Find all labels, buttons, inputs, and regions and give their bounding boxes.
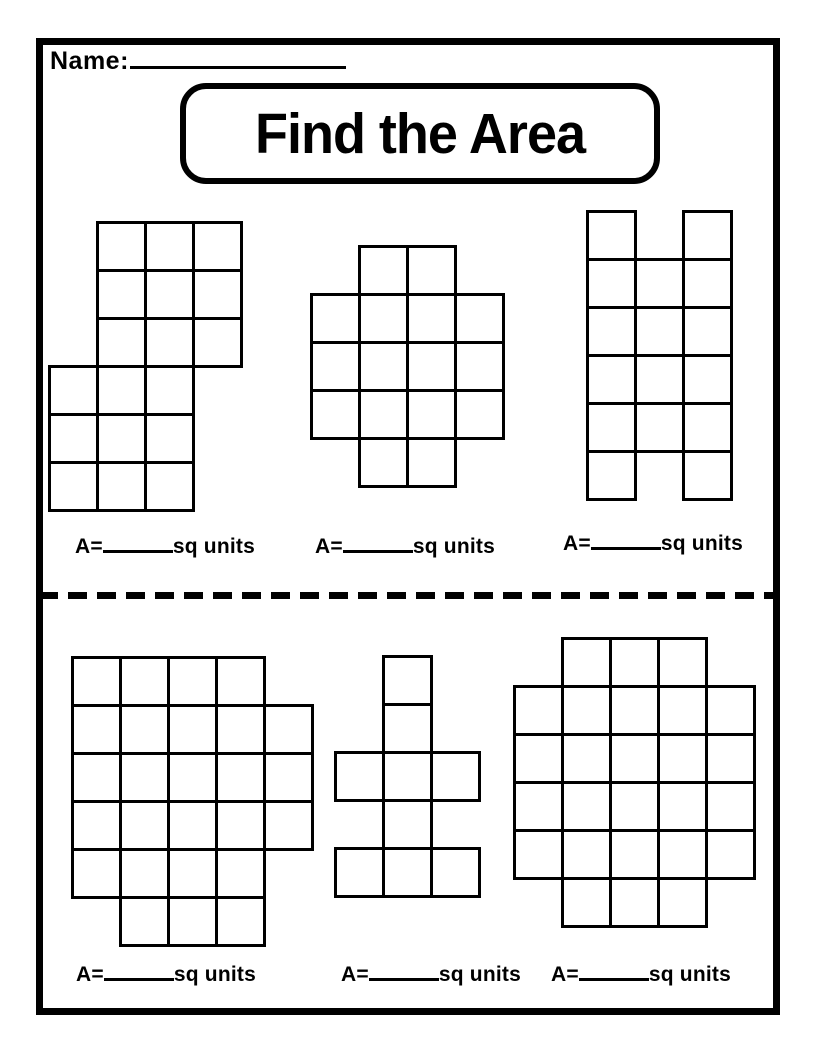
unit-square <box>705 781 756 832</box>
unit-square <box>263 752 314 803</box>
unit-square <box>215 800 266 851</box>
answer-suffix: sq units <box>648 963 731 986</box>
unit-square <box>358 389 409 440</box>
unit-square <box>310 389 361 440</box>
unit-square <box>167 704 218 755</box>
unit-square <box>430 751 481 802</box>
unit-square <box>634 402 685 453</box>
unit-square <box>513 829 564 880</box>
answer-suffix: sq units <box>412 535 495 558</box>
answer-prefix: A= <box>315 535 343 558</box>
unit-square <box>634 354 685 405</box>
answer-suffix: sq units <box>172 535 255 558</box>
unit-square <box>609 829 660 880</box>
unit-square <box>96 461 147 512</box>
unit-square <box>215 656 266 707</box>
unit-square <box>192 221 243 272</box>
unit-square <box>71 800 122 851</box>
unit-square <box>119 800 170 851</box>
unit-square <box>144 461 195 512</box>
unit-square <box>96 317 147 368</box>
unit-square <box>682 306 733 357</box>
unit-square <box>586 354 637 405</box>
unit-square <box>609 733 660 784</box>
unit-square <box>358 341 409 392</box>
unit-square <box>406 437 457 488</box>
unit-square <box>406 341 457 392</box>
unit-square <box>561 829 612 880</box>
unit-square <box>263 704 314 755</box>
unit-square <box>334 751 385 802</box>
unit-square <box>609 781 660 832</box>
unit-square <box>310 293 361 344</box>
unit-square <box>96 221 147 272</box>
unit-square <box>634 258 685 309</box>
unit-square <box>167 656 218 707</box>
unit-square <box>705 733 756 784</box>
unit-square <box>334 847 385 898</box>
unit-square <box>586 258 637 309</box>
answer-suffix: sq units <box>660 532 743 555</box>
unit-square <box>71 656 122 707</box>
answer-prefix: A= <box>551 963 579 986</box>
unit-square <box>119 656 170 707</box>
answer-blank-line <box>104 961 174 981</box>
unit-square <box>167 896 218 947</box>
unit-square <box>144 221 195 272</box>
answer-prefix: A= <box>341 963 369 986</box>
unit-square <box>682 450 733 501</box>
unit-square <box>192 317 243 368</box>
unit-square <box>561 733 612 784</box>
unit-square <box>406 245 457 296</box>
title-box <box>180 83 660 184</box>
name-row <box>50 44 346 76</box>
unit-square <box>167 800 218 851</box>
unit-square <box>561 685 612 736</box>
unit-square <box>382 751 433 802</box>
unit-square <box>71 704 122 755</box>
unit-square <box>167 752 218 803</box>
unit-square <box>657 637 708 688</box>
unit-square <box>586 306 637 357</box>
unit-square <box>144 269 195 320</box>
unit-square <box>48 413 99 464</box>
unit-square <box>144 365 195 416</box>
answer-blank-line <box>591 530 661 550</box>
unit-square <box>705 829 756 880</box>
unit-square <box>561 781 612 832</box>
unit-square <box>48 461 99 512</box>
unit-square <box>119 752 170 803</box>
unit-square <box>682 402 733 453</box>
area-answer-3 <box>563 530 743 556</box>
name-label: Name: <box>50 47 129 75</box>
unit-square <box>382 799 433 850</box>
unit-square <box>71 848 122 899</box>
unit-square <box>310 341 361 392</box>
section-divider <box>39 592 777 599</box>
unit-square <box>454 389 505 440</box>
unit-square <box>192 269 243 320</box>
unit-square <box>513 685 564 736</box>
unit-square <box>96 413 147 464</box>
unit-square <box>609 685 660 736</box>
answer-suffix: sq units <box>173 963 256 986</box>
unit-square <box>358 293 409 344</box>
answer-prefix: A= <box>563 532 591 555</box>
unit-square <box>454 293 505 344</box>
answer-blank-line <box>343 533 413 553</box>
area-answer-2 <box>315 533 495 559</box>
unit-square <box>96 365 147 416</box>
unit-square <box>705 685 756 736</box>
unit-square <box>513 733 564 784</box>
unit-square <box>406 389 457 440</box>
unit-square <box>586 402 637 453</box>
unit-square <box>682 354 733 405</box>
answer-blank-line <box>103 533 173 553</box>
unit-square <box>682 258 733 309</box>
unit-square <box>119 896 170 947</box>
unit-square <box>586 450 637 501</box>
answer-prefix: A= <box>76 963 104 986</box>
unit-square <box>215 896 266 947</box>
unit-square <box>657 685 708 736</box>
unit-square <box>430 847 481 898</box>
area-answer-4 <box>76 961 256 987</box>
unit-square <box>609 877 660 928</box>
unit-square <box>215 752 266 803</box>
unit-square <box>215 848 266 899</box>
unit-square <box>382 703 433 754</box>
unit-square <box>144 413 195 464</box>
unit-square <box>48 365 99 416</box>
area-answer-6 <box>551 961 731 987</box>
unit-square <box>119 848 170 899</box>
unit-square <box>263 800 314 851</box>
answer-prefix: A= <box>75 535 103 558</box>
answer-suffix: sq units <box>438 963 521 986</box>
unit-square <box>634 306 685 357</box>
unit-square <box>406 293 457 344</box>
unit-square <box>382 847 433 898</box>
unit-square <box>454 341 505 392</box>
area-answer-1 <box>75 533 255 559</box>
answer-blank-line <box>369 961 439 981</box>
answer-blank-line <box>579 961 649 981</box>
unit-square <box>586 210 637 261</box>
unit-square <box>358 437 409 488</box>
unit-square <box>358 245 409 296</box>
unit-square <box>609 637 660 688</box>
unit-square <box>513 781 564 832</box>
unit-square <box>657 877 708 928</box>
unit-square <box>167 848 218 899</box>
name-blank-line <box>130 44 346 69</box>
unit-square <box>96 269 147 320</box>
area-answer-5 <box>341 961 521 987</box>
unit-square <box>144 317 195 368</box>
unit-square <box>119 704 170 755</box>
unit-square <box>382 655 433 706</box>
unit-square <box>682 210 733 261</box>
unit-square <box>657 733 708 784</box>
unit-square <box>561 637 612 688</box>
unit-square <box>657 829 708 880</box>
unit-square <box>215 704 266 755</box>
unit-square <box>657 781 708 832</box>
unit-square <box>71 752 122 803</box>
page-title: Find the Area <box>254 102 586 165</box>
unit-square <box>561 877 612 928</box>
